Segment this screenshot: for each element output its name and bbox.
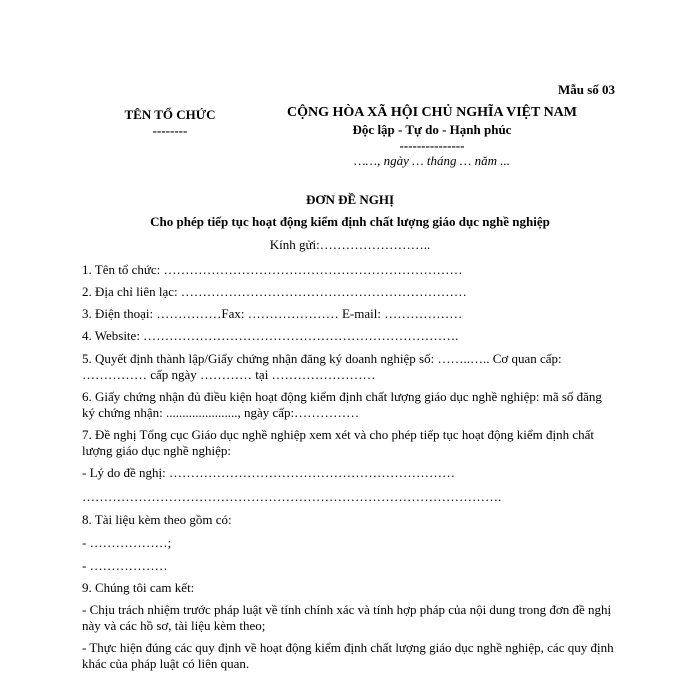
item-decision-cont: …………… cấp ngày ………… tại …………………… [82, 367, 376, 382]
date-line: ……, ngày … tháng … năm ... [353, 153, 510, 168]
form-number: Mẫu số 03 [558, 82, 616, 97]
commit-line-1: - Chịu trách nhiệm trước pháp luật về tính chính xác và tính hợp pháp của nội dung trong đơn đề nghị này và các hồ sơ, tài liệu kèm theo; [82, 602, 612, 633]
item-website: 4. Website: ………………………………………………………………. [82, 328, 459, 343]
item-commit: 9. Chúng tôi cam kết: [82, 580, 195, 595]
org-rule: -------- [152, 123, 188, 138]
item-request: 7. Đề nghị Tổng cục Giáo dục nghề nghiệp xem xét và cho phép tiếp tục hoạt động kiểm định chất lượng giáo dục nghề nghiệp: [82, 427, 595, 458]
item-address: 2. Địa chỉ liên lạc: ………………………………………………………… [82, 284, 467, 299]
commit-line-2: - Thực hiện đúng các quy định về hoạt động kiểm định chất lượng giáo dục nghề nghiệp, các quy định khác của pháp luật có liên quan. [82, 640, 614, 671]
nation-rule: --------------- [399, 138, 465, 153]
item-org-name: 1. Tên tổ chức: …………………………………………………………… [82, 262, 463, 277]
attachment-line-1: - ………………; [82, 535, 172, 550]
item-attachments: 8. Tài liệu kèm theo gồm có: [82, 512, 232, 527]
item-reason-cont: ……………………………………………………………………………………. [82, 489, 502, 504]
document-title: ĐƠN ĐỀ NGHỊ [305, 192, 395, 207]
nation-name: CỘNG HÒA XÃ HỘI CHỦ NGHĨA VIỆT NAM [286, 105, 577, 120]
item-decision: 5. Quyết định thành lập/Giấy chứng nhận đăng ký doanh nghiệp số: ……..….. Cơ quan cấp: [82, 351, 562, 366]
item-phone: 3. Điện thoại: ……………Fax: ………………… E-mail: ……………… [82, 306, 463, 321]
document-subtitle: Cho phép tiếp tục hoạt động kiểm định chất lượng giáo dục nghề nghiệp [150, 214, 550, 229]
item-certificate: 6. Giấy chứng nhận đủ điều kiện hoạt động kiểm định chất lượng giáo dục nghề nghiệp: mã số đăng ký chứng nhận: ......................, ngày cấp:…………… [82, 389, 602, 420]
item-reason: - Lý do đề nghị: ………………………………………………………… [82, 465, 456, 480]
org-name: TÊN TỔ CHỨC [124, 107, 216, 122]
nation-motto: Độc lập - Tự do - Hạnh phúc [352, 122, 512, 137]
attachment-line-2: - ……………… [82, 558, 168, 573]
addressee: Kính gửi:…………………….. [269, 237, 431, 252]
